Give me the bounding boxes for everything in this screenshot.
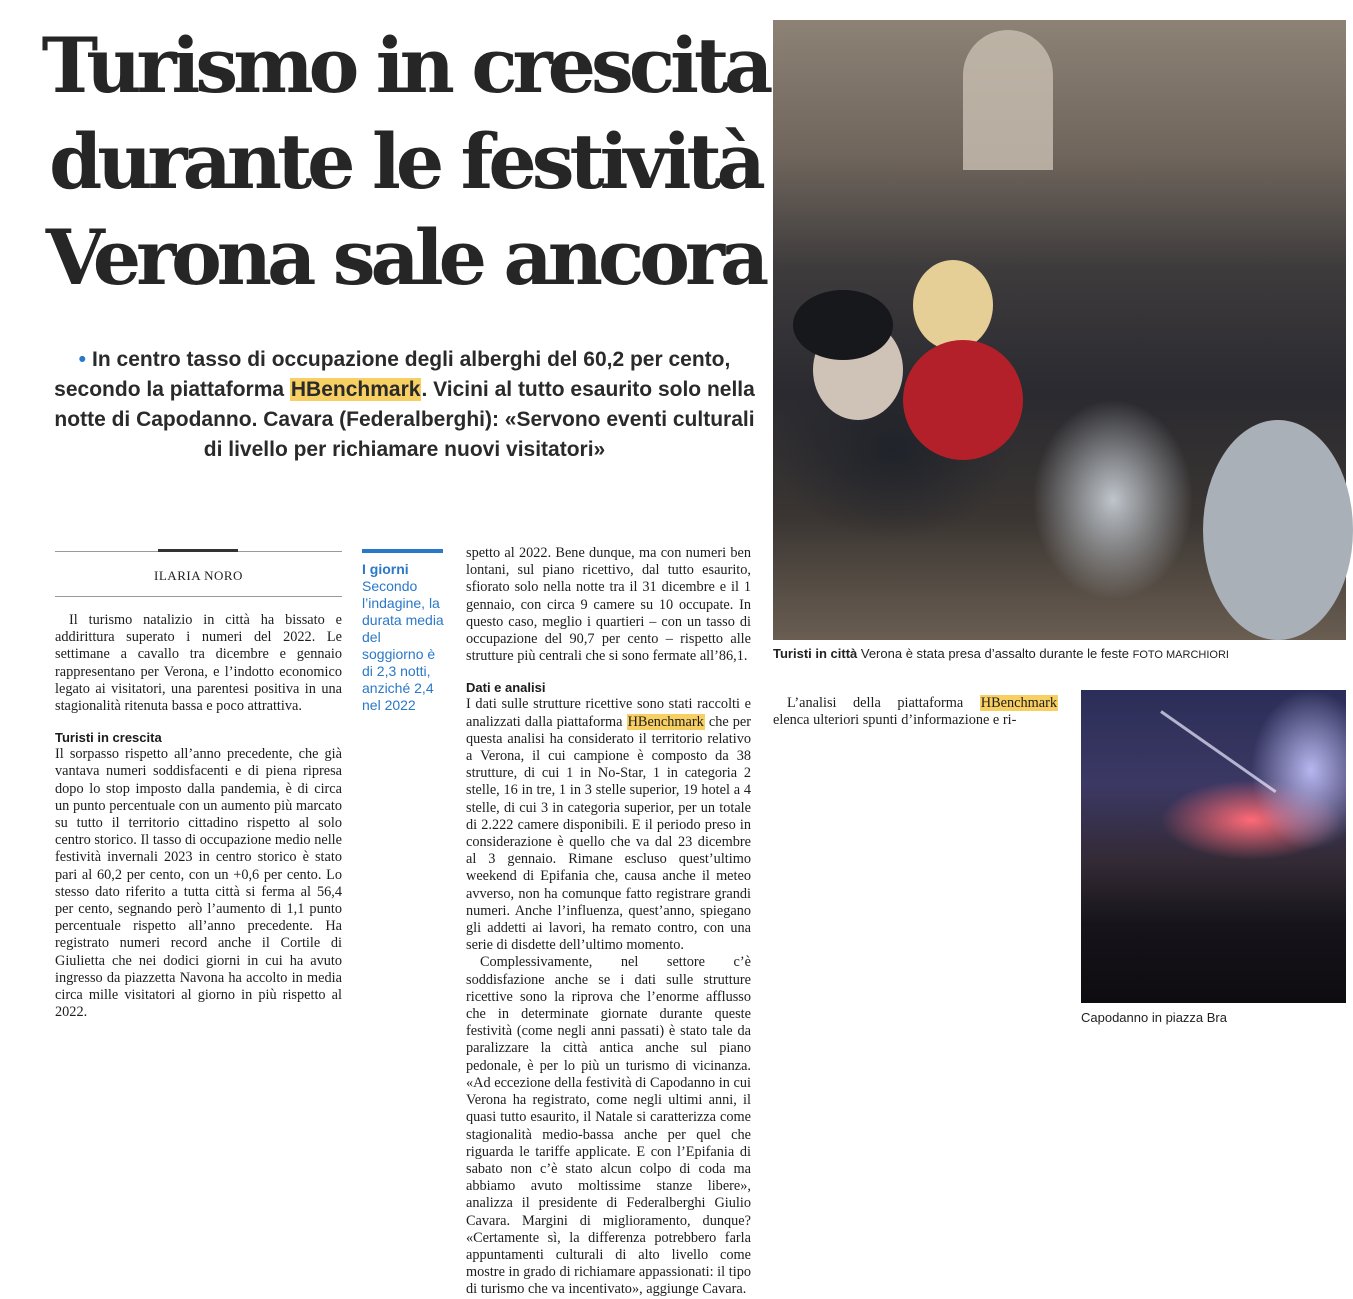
photo-small-caption: Capodanno in piazza Bra	[1081, 1010, 1227, 1025]
article-subheading: Dati e analisi	[466, 680, 546, 696]
article-subheading: Turisti in crescita	[55, 730, 162, 746]
headline-line-2: durante le festività	[49, 117, 761, 206]
article-text: elenca ulteriori spunti d’informazione e ri-	[773, 712, 1017, 729]
photo-credit: FOTO MARCHIORI	[1132, 649, 1229, 661]
summary-part-1: In centro tasso di occupazione degli alberghi del 60,2 per cento, secondo la piattaforma	[54, 348, 731, 401]
article-paragraph: Il turismo natalizio in città ha bissato e addirittura superato i numeri del 2022. Le settimane a cavallo tra dicembre e gennaio rappresentano per Verona, e l’indotto economico legato ai visitatori, una parentesi positiva in una stagionalità ritenuta bassa e poco attrattiva.	[55, 612, 342, 715]
sidebar-box	[362, 561, 444, 714]
article-text: che per questa analisi ha considerato il territorio relativo a Verona, il cui campione è composto da 38 strutture, di cui 1 in No-Star, 1 in categoria 2 stelle, 16 in tre, 1 in 3 stelle superior, 19 hotel a 4 stelle, di cui 3 in categoria superior, per un totale di 2.222 camere disponibili. E il periodo preso in considerazione è quello che va dal 23 dicembre al 3 gennaio. Rimane escluso quest’ultimo weekend di Epifania che, causa anche il meteo avverso, non ha comunque fatto registrare grandi numeri. Anche l’influenza, quest’anno, spiegano gli addetti ai lavori, ha remato contro, con una serie di disdette dell’ultimo momento.	[466, 713, 751, 954]
article-text: I dati sulle strutture ricettive sono stati raccolti e analizzati dalla piattaforma	[466, 696, 751, 730]
photo-tourists	[773, 20, 1346, 640]
photo-coat-shape	[1203, 420, 1353, 640]
article-paragraph	[466, 696, 751, 954]
article-column-3	[773, 695, 1058, 1037]
article-highlight: HBenchmark	[627, 713, 704, 730]
byline-rule-accent	[158, 549, 238, 552]
photo-light-beam	[1160, 710, 1276, 793]
byline-rule-bottom	[55, 596, 342, 597]
summary-part-2: . Vicini al tutto esaurito solo nella notte di Capodanno. Cavara (Federalberghi): «Servono eventi culturali di livello per richiamare nuovi visitatori»	[54, 378, 755, 461]
photo-arch-shape	[963, 30, 1053, 170]
summary-bullet-icon: •	[78, 348, 87, 371]
photo-hat-shape	[793, 290, 893, 360]
article-paragraph: Complessivamente, nel settore c’è soddisfazione anche se i dati sulle strutture ricettive sono la riprova che l’enorme afflusso che in determinate giornate durante queste festività (come negli anni passati) è stato tale da paralizzare la città antica anche sul piano pedonale, è per lo più un turismo di vicinanza. «Ad eccezione della festività di Capodanno in cui Verona ha registrato, come negli ultimi anni, il quasi tutto esaurito, il Natale si caratterizza come stagionalità medio-bassa anche per quel che riguarda le tariffe applicate. E con l’Epifania di sabato non c’è stato alcun colpo di coda ma abbiamo avuto moltissime stanze libere», analizza il presidente di Federalberghi Giulio Cavara. Margini di miglioramento, dunque? «Certamente sì, la differenza potrebbero farla appuntamenti culturali di alto livello come mostre in grado di richiamare appassionati: il tipo di turismo che va incentivato», aggiunge Cavara.	[466, 954, 751, 1298]
article-column-2	[466, 545, 751, 1298]
headline-line-3: Verona sale ancora	[45, 213, 765, 302]
summary	[52, 345, 757, 465]
article-paragraph: Il sorpasso rispetto all’anno precedente, che già vantava numeri soddisfacenti e di piena ripresa dopo lo stop imposto dalla pandemia, è di circa un punto percentuale con un aumento più marcato su tutto il territorio cittadino rispetto al solo centro storico. Il tasso di occupazione medio nelle festività invernali 2023 in centro storico è stato pari al 60,2 per cento, con un +0,6 per cento. Lo stesso dato riferito a tutta città si ferma al 56,4 per cento, segnando però l’aumento di 1,1 punto percentuale rispetto all’anno precedente. Ha registrato numeri record anche il Cortile di Giulietta che nei dodici giorni in cui ha avuto ingresso da piazzetta Navona ha accolto in media circa mille visitatori al giorno in più rispetto al 2022.	[55, 746, 342, 1021]
summary-highlight: HBenchmark	[290, 378, 421, 401]
headline	[40, 18, 770, 306]
photo-caption-title: Turisti in città	[773, 646, 858, 661]
sidebar-text: Secondo l’indagine, la durata media del soggiorno è di 2,3 notti, anziché 2,4 nel 2022	[362, 578, 444, 713]
sidebar-title: I giorni	[362, 561, 409, 577]
byline: ILARIA NORO	[154, 568, 243, 583]
photo-hair-shape	[913, 260, 993, 350]
article-paragraph: spetto al 2022. Bene dunque, ma con numeri ben lontani, sul piano ricettivo, dal tutto esaurito, sfiorato solo nella notte tra il 31 dicembre e il 1 gennaio, con circa 9 camere su 10 occupate. In questo caso, meglio i quartieri – con un tasso di occupazione del 90,7 per cento – rispetto alle strutture più centrali che si sono fermate all’86,1.	[466, 545, 751, 665]
article-paragraph	[773, 695, 1058, 729]
headline-line-1: Turismo in crescita	[41, 21, 769, 110]
article-highlight: HBenchmark	[980, 695, 1057, 711]
photo-caption-text: Verona è stata presa d’assalto durante le feste	[857, 646, 1133, 661]
photo-jacket-shape	[903, 340, 1023, 460]
article-column-1	[55, 612, 342, 1037]
article-text: L’analisi della piattaforma	[787, 695, 980, 711]
sidebar-rule	[362, 549, 443, 553]
photo-capodanno	[1081, 690, 1346, 1003]
photo-caption	[773, 646, 1346, 663]
